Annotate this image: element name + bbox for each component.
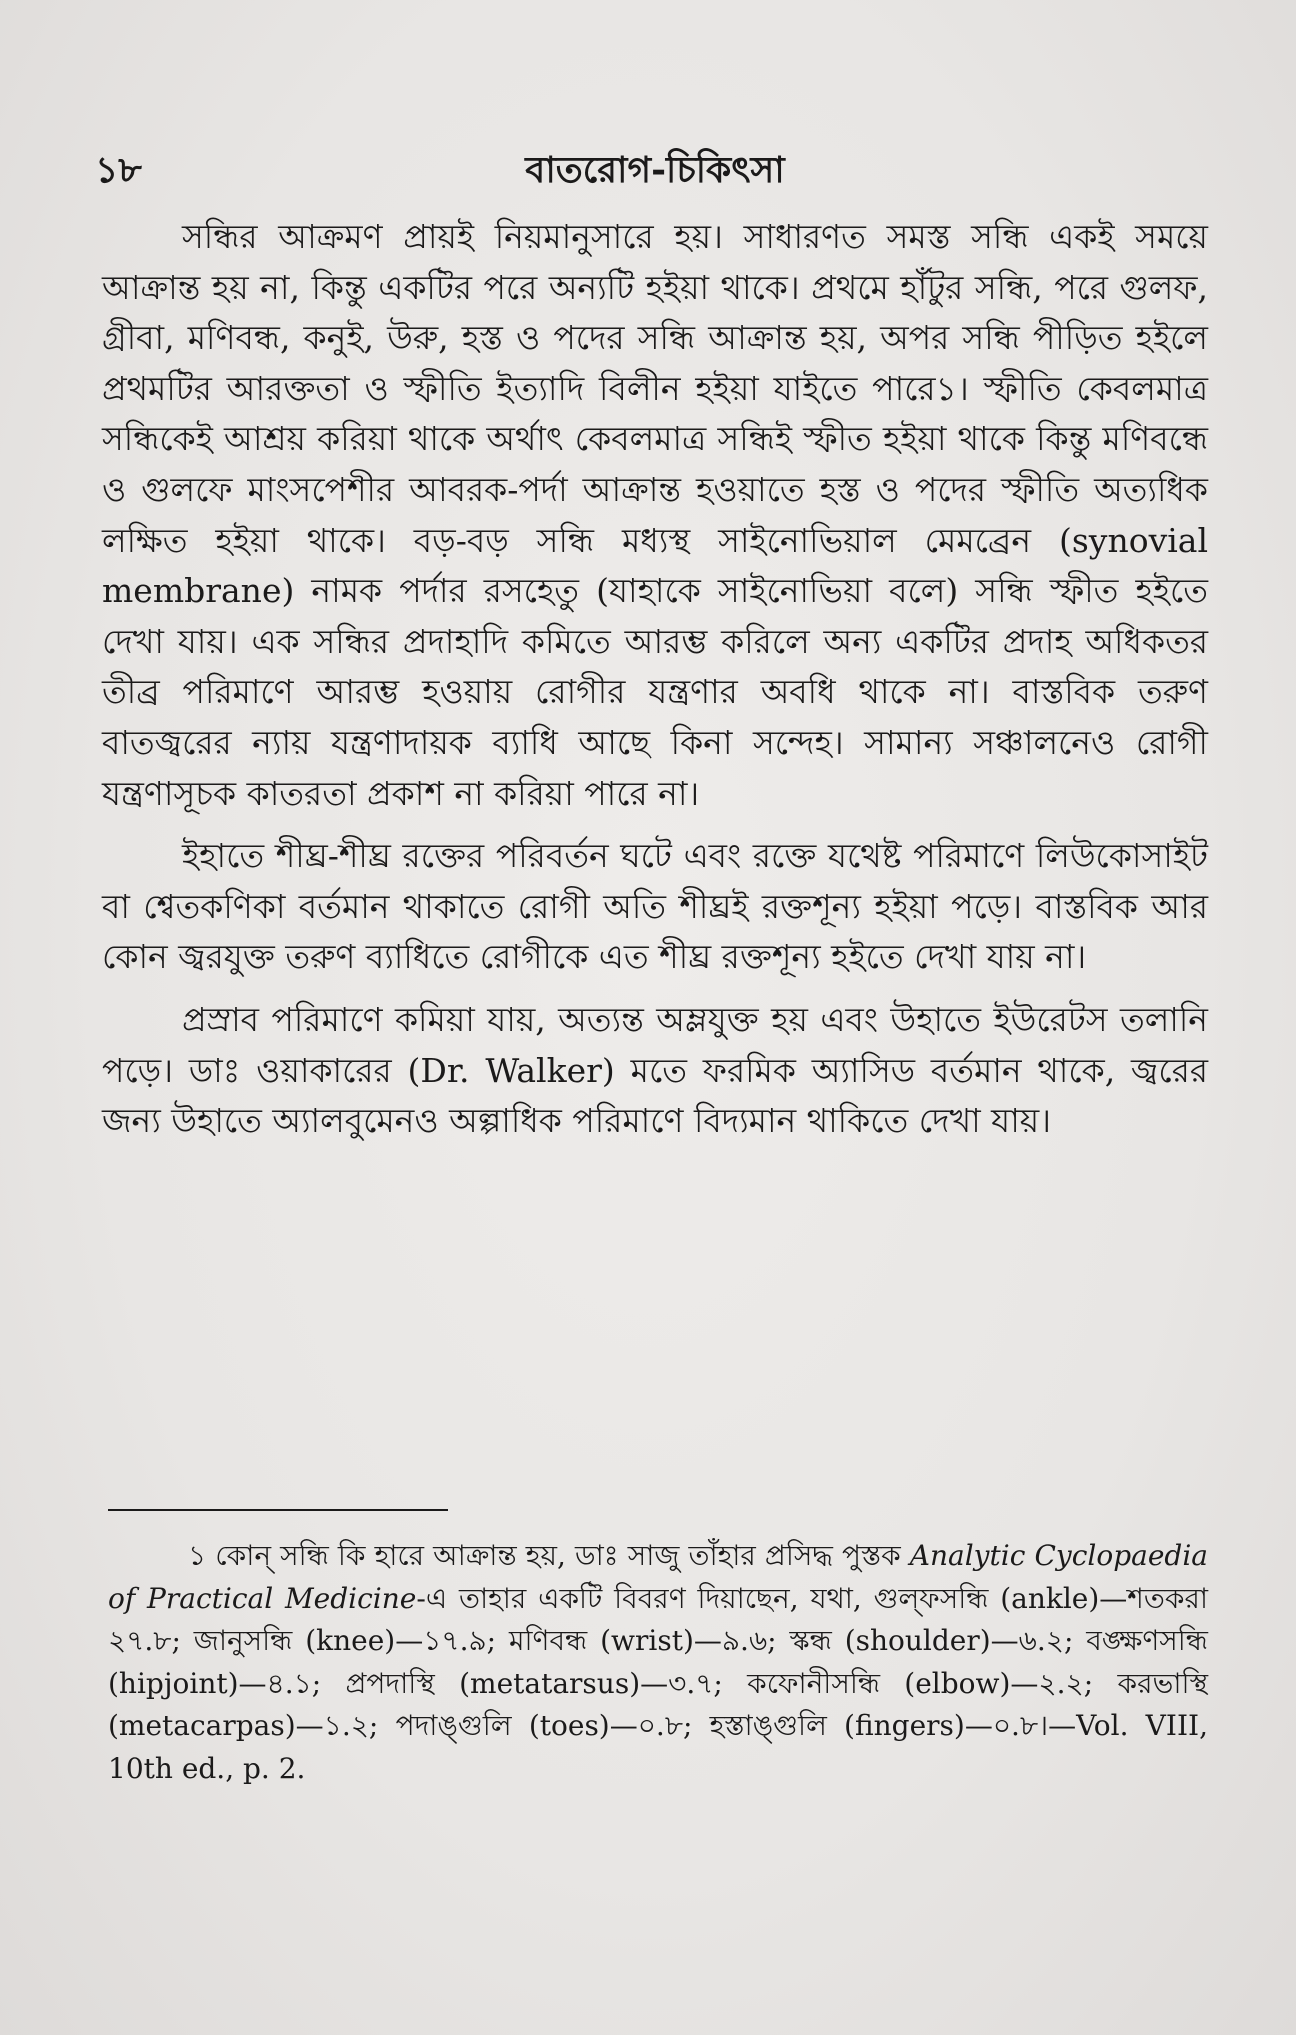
paragraph-blood-change: ইহাতে শীঘ্র-শীঘ্র রক্তের পরিবর্তন ঘটে এবং রক্তে যথেষ্ট পরিমাণে লিউকোসাইট বা শ্বেতকণিকা বর্তমান থাকাতে রোগী অতি শীঘ্রই রক্তশূন্য হইয়া পড়ে। বাস্তবিক আর কোন জ্বরযুক্ত তরুণ ব্যাধিতে রোগীকে এত শীঘ্র রক্তশূন্য হইতে দেখা যায় না। <box>102 836 1208 977</box>
paragraph-urine: প্রস্রাব পরিমাণে কমিয়া যায়, অত্যন্ত অম্লযুক্ত হয় এবং উহাতে ইউরেটস তলানি পড়ে। ডাঃ ওয়াকারের (Dr. Walker) মতে ফরমিক অ্যাসিড বর্তমান থাকে, জ্বরের জন্য উহাতে অ্যালবুমেনও অল্পাধিক পরিমাণে বিদ্যমান থাকিতে দেখা যায়। <box>102 999 1208 1141</box>
footnote-intro: ১ কোন্ সন্ধি কি হারে আক্রান্ত হয়, ডাঃ সাজু তাঁহার প্রসিদ্ধ পুস্তক <box>188 1539 901 1572</box>
paragraph-joint-attack: সন্ধির আক্রমণ প্রায়ই নিয়মানুসারে হয়। সাধারণত সমস্ত সন্ধি একই সময়ে আক্রান্ত হয় না, কিন্তু একটির পরে অন্যটি হইয়া থাকে। প্রথমে হাঁটুর সন্ধি, পরে গুলফ, গ্রীবা, মণিবন্ধ, কনুই, উরু, হস্ত ও পদের সন্ধি আক্রান্ত হয়, অপর সন্ধি পীড়িত হইলে প্রথমটির আরক্ততা ও স্ফীতি ইত্যাদি বিলীন হইয়া যাইতে পারে১। স্ফীতি কেবলমাত্র সন্ধিকেই আশ্রয় করিয়া থাকে অর্থাৎ কেবলমাত্র সন্ধিই স্ফীত হইয়া থাকে কিন্তু মণিবন্ধে ও গুলফে মাংসপেশীর আবরক-পর্দা আক্রান্ত হওয়াতে হস্ত ও পদের স্ফীতি অত্যধিক লক্ষিত হইয়া থাকে। বড়-বড় সন্ধি মধ্যস্থ সাইনোভিয়াল মেমব্রেন (synovial membrane) নামক পর্দার রসহেতু (যাহাকে সাইনোভিয়া বলে) সন্ধি স্ফীত হইতে দেখা যায়। এক সন্ধির প্রদাহাদি কমিতে আরম্ভ করিলে অন্য একটির প্রদাহ অধিকতর তীব্র পরিমাণে আরম্ভ হওয়ায় রোগীর যন্ত্রণার অবধি থাকে না। বাস্তবিক তরুণ বাতজ্বরের ন্যায় যন্ত্রণাদায়ক ব্যাধি আছে কিনা সন্দেহ। সামান্য সঞ্চালনেও রোগী যন্ত্রণাসূচক কাতরতা প্রকাশ না করিয়া পারে না। <box>102 217 1208 813</box>
page-number: ১৮ <box>95 149 142 191</box>
footnote <box>108 1535 1208 1790</box>
footnote-book-title: Analytic Cyclopaedia of Practical Medicine <box>108 1539 1208 1615</box>
body-text <box>102 212 1208 1147</box>
footnote-rest: -এ তাহার একটি বিবরণ দিয়াছেন, যথা, গুল্‌ফসন্ধি (ankle)—শতকরা ২৭.৮; জানুসন্ধি (knee)—১৭.৯; মণিবন্ধ (wrist)—৯.৬; স্কন্ধ (shoulder)—৬.২; বঙ্ক্ষণসন্ধি (hipjoint)—৪.১; প্রপদাস্থি (metatarsus)—৩.৭; কফোনীসন্ধি (elbow)—২.২; করভাস্থি (metacarpas)—১.২; পদাঙ্গুলি (toes)—০.৮; হস্তাঙ্গুলি (fingers)—০.৮।—Vol. VIII, 10th ed., p. 2. <box>108 1581 1208 1785</box>
running-title: বাতরোগ-চিকিৎসা <box>525 149 785 191</box>
page-header <box>95 140 1215 200</box>
footnote-divider <box>108 1509 448 1511</box>
